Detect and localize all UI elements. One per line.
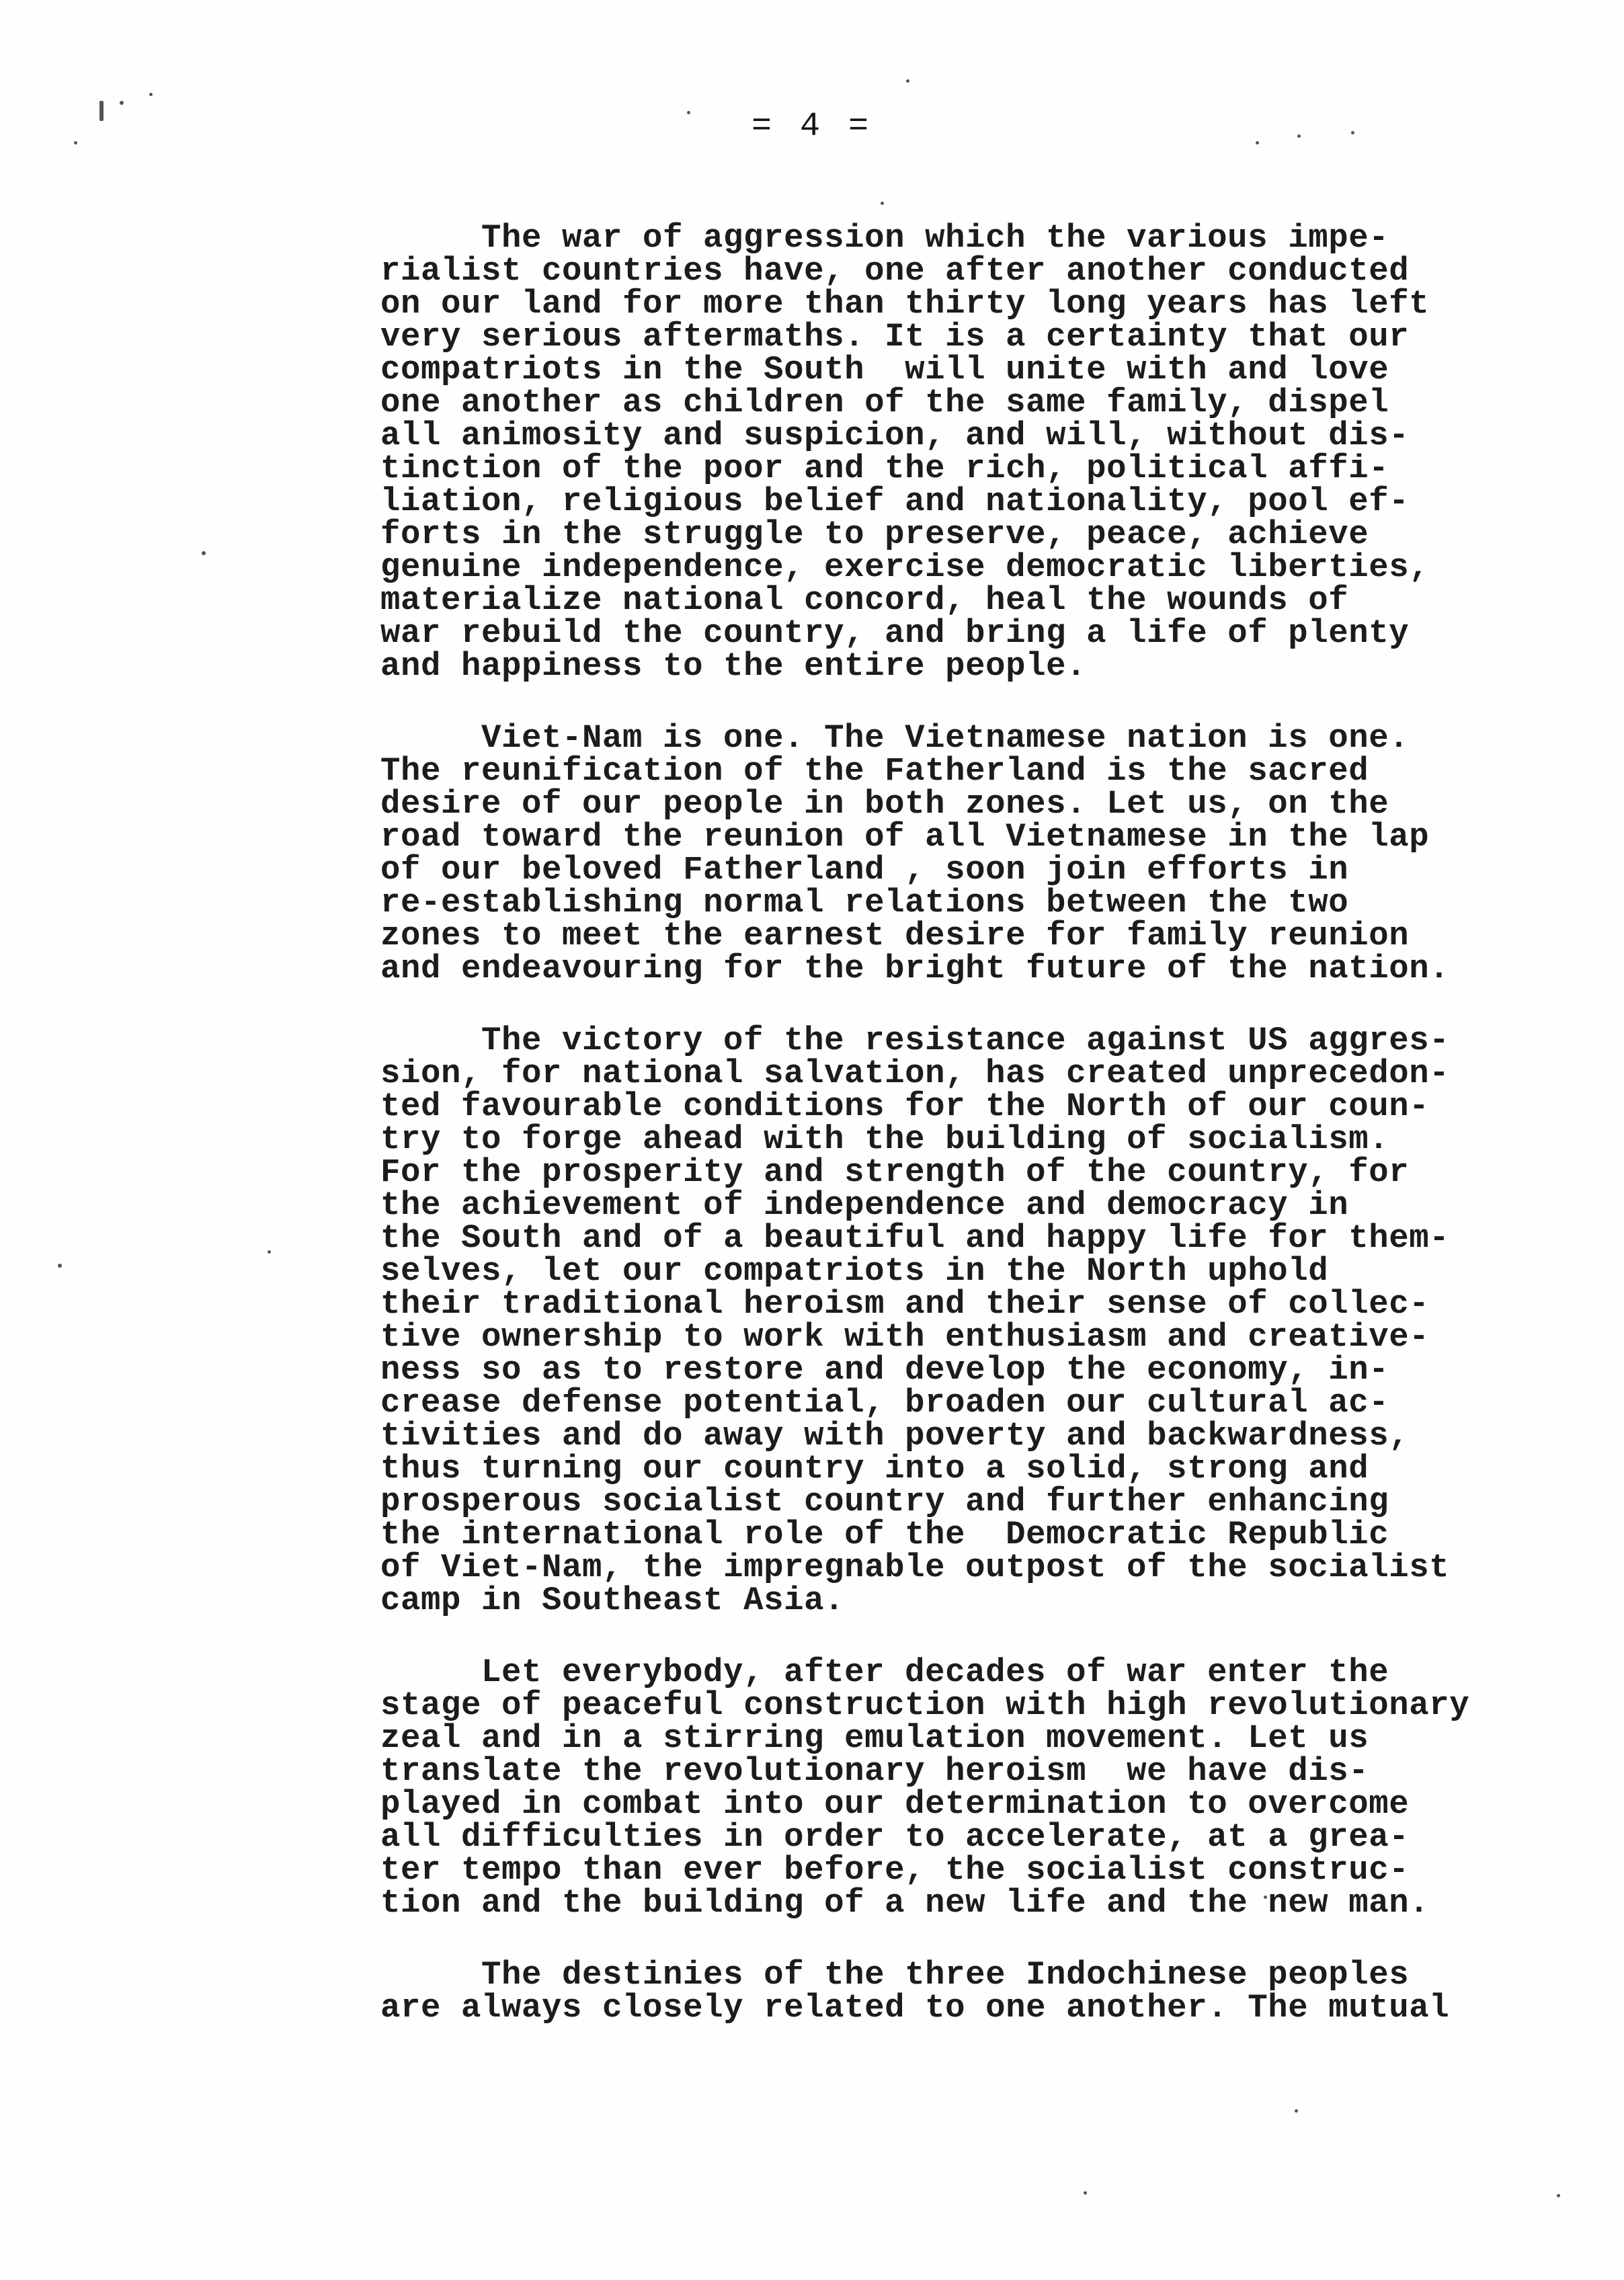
text-line: translate the revolutionary heroism we have dis- xyxy=(380,1752,1369,1790)
paragraph-victory xyxy=(380,1024,1490,1617)
paragraph-indochinese xyxy=(380,1956,1490,2027)
text-line: ted favourable conditions for the North of our coun- xyxy=(380,1088,1430,1125)
paragraph-construction xyxy=(380,1656,1490,1920)
text-line: rialist countries have, one after another conducted xyxy=(380,252,1410,290)
text-line: played in combat into our determination to overcome xyxy=(380,1785,1410,1823)
text-line: of our beloved Fatherland , soon join efforts in xyxy=(380,851,1349,889)
text-line: zeal and in a stirring emulation movement. Let us xyxy=(380,1719,1369,1757)
text-line: tion and the building of a new life and the new man. xyxy=(380,1884,1430,1922)
text-line: stage of peaceful construction with high revolutionary xyxy=(380,1686,1470,1724)
text-line: tinction of the poor and the rich, political affi- xyxy=(380,450,1389,487)
text-line: re-establishing normal relations between the two xyxy=(380,884,1349,922)
text-line: and happiness to the entire people. xyxy=(380,647,1087,685)
text-line: tive ownership to work with enthusiasm and creative- xyxy=(380,1318,1430,1356)
text-line: the South and of a beautiful and happy life for them- xyxy=(380,1219,1450,1257)
text-line: Viet-Nam is one. The Vietnamese nation is one. xyxy=(481,719,1410,757)
page-number: = 4 = xyxy=(751,108,873,146)
text-line: crease defense potential, broaden our cultural ac- xyxy=(380,1384,1389,1422)
paragraph-reunification xyxy=(380,719,1490,987)
text-line: liation, religious belief and nationality, pool ef- xyxy=(380,483,1410,520)
text-line: For the prosperity and strength of the country, for xyxy=(380,1153,1410,1191)
text-line: selves, let our compatriots in the North uphold xyxy=(380,1252,1329,1290)
text-line: prosperous socialist country and further enhancing xyxy=(380,1483,1389,1520)
text-line: road toward the reunion of all Vietnamese in the lap xyxy=(380,818,1430,856)
text-line: ter tempo than ever before, the socialist construc- xyxy=(380,1851,1410,1889)
text-line: their traditional heroism and their sense of collec- xyxy=(380,1285,1430,1323)
text-line: war rebuild the country, and bring a life of plenty xyxy=(380,614,1410,652)
text-line: all difficulties in order to accelerate, at a grea- xyxy=(380,1818,1410,1856)
text-line: Let everybody, after decades of war enter the xyxy=(481,1654,1389,1691)
text-line: on our land for more than thirty long years has left xyxy=(380,285,1430,323)
text-line: ness so as to restore and develop the economy, in- xyxy=(380,1351,1389,1389)
text-line: sion, for national salvation, has created unprecedon- xyxy=(380,1055,1450,1092)
text-line: materialize national concord, heal the wounds of xyxy=(380,581,1349,619)
text-line: desire of our people in both zones. Let us, on the xyxy=(380,785,1389,823)
text-line: try to forge ahead with the building of socialism. xyxy=(380,1121,1389,1158)
paragraph-aftermaths xyxy=(380,219,1490,685)
text-line: of Viet-Nam, the impregnable outpost of the socialist xyxy=(380,1549,1450,1586)
text-line: and endeavouring for the bright future of the nation. xyxy=(380,950,1450,987)
text-line: all animosity and suspicion, and will, without dis- xyxy=(380,417,1410,454)
text-line: The war of aggression which the various impe- xyxy=(481,219,1389,257)
text-line: compatriots in the South will unite with and love xyxy=(380,351,1389,389)
text-line: forts in the struggle to preserve, peace, achieve xyxy=(380,516,1369,553)
text-line: the achievement of independence and democracy in xyxy=(380,1186,1349,1224)
text-line: are always closely related to one another. The mutual xyxy=(380,1989,1450,2027)
text-line: The reunification of the Fatherland is the sacred xyxy=(380,752,1369,790)
text-line: thus turning our country into a solid, strong and xyxy=(380,1450,1369,1488)
text-line: genuine independence, exercise democratic liberties, xyxy=(380,548,1430,586)
text-line: very serious aftermaths. It is a certainty that our xyxy=(380,318,1410,356)
text-line: The victory of the resistance against US aggres- xyxy=(481,1022,1450,1059)
text-line: one another as children of the same family, dispel xyxy=(380,384,1389,421)
text-line: tivities and do away with poverty and backwardness, xyxy=(380,1417,1410,1455)
text-line: the international role of the Democratic Republic xyxy=(380,1516,1389,1553)
text-line: camp in Southeast Asia. xyxy=(380,1582,845,1619)
text-line: zones to meet the earnest desire for family reunion xyxy=(380,917,1410,954)
text-line: The destinies of the three Indochinese peoples xyxy=(481,1956,1410,1994)
body-text xyxy=(380,219,1490,2064)
